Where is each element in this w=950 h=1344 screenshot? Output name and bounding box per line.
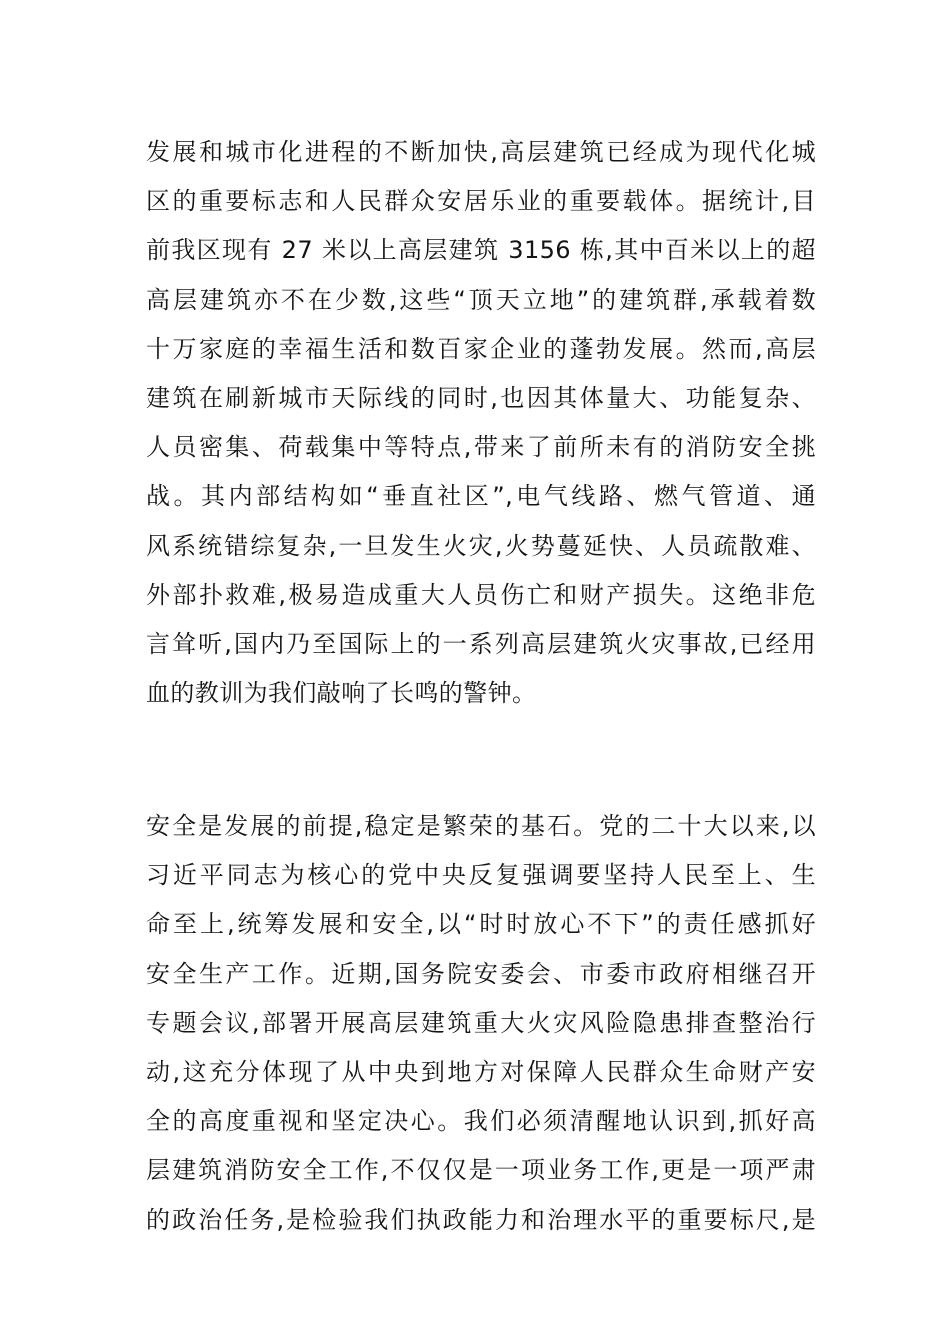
text-line: 前我区现有 27 米以上高层建筑 3156 栋,其中百米以上的超 [146,236,816,265]
text-line: 命至上,统筹发展和安全,以“时时放心不下”的责任感抓好 [146,910,816,939]
text-line: 战。其内部结构如“垂直社区”,电气线路、燃气管道、通 [146,482,816,511]
text-line: 专题会议,部署开展高层建筑重大火灾风险隐患排查整治行 [146,1008,816,1037]
text-line: 血的教训为我们敲响了长鸣的警钟。 [146,679,537,708]
text-line: 言耸听,国内乃至国际上的一系列高层建筑火灾事故,已经用 [146,629,816,658]
text-line: 层建筑消防安全工作,不仅仅是一项业务工作,更是一项严肃 [146,1156,816,1185]
paragraph-high-rise-background [146,128,816,718]
paragraph-safety-priority [146,802,816,1245]
text-line: 风系统错综复杂,一旦发生火灾,火势蔓延快、人员疏散难、 [146,531,816,560]
text-line: 十万家庭的幸福生活和数百家企业的蓬勃发展。然而,高层 [146,334,816,363]
text-line: 高层建筑亦不在少数,这些“顶天立地”的建筑群,承载着数 [146,285,816,314]
text-line: 区的重要标志和人民群众安居乐业的重要载体。据统计,目 [146,187,816,216]
text-line: 安全是发展的前提,稳定是繁荣的基石。党的二十大以来,以 [146,812,816,840]
text-line: 外部扑救难,极易造成重大人员伤亡和财产损失。这绝非危 [146,580,816,609]
text-line: 动,这充分体现了从中央到地方对保障人民群众生命财产安 [146,1057,816,1086]
text-line: 人员密集、荷载集中等特点,带来了前所未有的消防安全挑 [146,433,816,462]
text-line: 全的高度重视和坚定决心。我们必须清醒地认识到,抓好高 [146,1107,816,1136]
text-line: 习近平同志为核心的党中央反复强调要坚持人民至上、生 [146,861,816,890]
text-line: 发展和城市化进程的不断加快,高层建筑已经成为现代化城 [146,138,816,166]
text-line: 安全生产工作。近期,国务院安委会、市委市政府相继召开 [146,959,816,988]
text-line: 的政治任务,是检验我们执政能力和治理水平的重要标尺,是 [146,1205,816,1234]
text-line: 建筑在刷新城市天际线的同时,也因其体量大、功能复杂、 [146,383,816,412]
